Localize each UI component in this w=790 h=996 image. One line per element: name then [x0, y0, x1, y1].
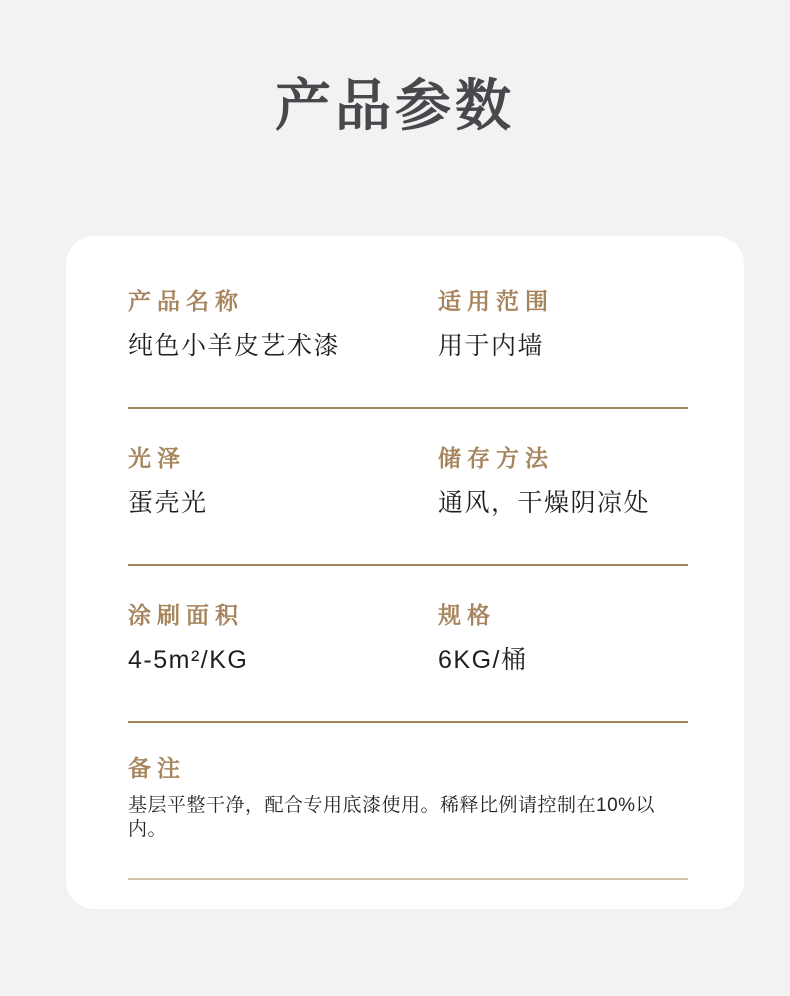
param-value: 蛋壳光 — [128, 489, 208, 517]
param-remark — [128, 723, 688, 878]
section-divider-light — [128, 878, 688, 880]
param-gloss — [128, 447, 438, 518]
param-label: 产品名称 — [128, 288, 244, 314]
param-label: 光泽 — [128, 445, 186, 471]
param-label: 适用范围 — [438, 288, 554, 314]
param-value: 基层平整干净，配合专用底漆使用。稀释比例请控制在10%以内。 — [128, 795, 656, 840]
param-row — [128, 566, 688, 721]
param-specification — [438, 604, 688, 675]
param-value: 6KG/桶 — [438, 646, 528, 674]
param-label: 规格 — [438, 602, 496, 628]
param-value: 通风，干燥阴凉处 — [438, 489, 651, 517]
page-title: 产品参数 — [275, 74, 515, 137]
param-product-name — [128, 290, 438, 361]
param-storage-method — [438, 447, 688, 518]
param-coverage-area — [128, 604, 438, 675]
param-label: 储存方法 — [438, 445, 554, 471]
param-row — [128, 290, 688, 407]
parameters-card — [66, 236, 744, 909]
param-value: 纯色小羊皮艺术漆 — [128, 332, 341, 360]
param-label: 备注 — [128, 755, 186, 781]
param-label: 涂刷面积 — [128, 602, 244, 628]
param-value: 用于内墙 — [438, 332, 545, 360]
param-row — [128, 409, 688, 564]
param-value: 4-5m²/KG — [128, 646, 249, 674]
param-applicable-range — [438, 290, 688, 361]
